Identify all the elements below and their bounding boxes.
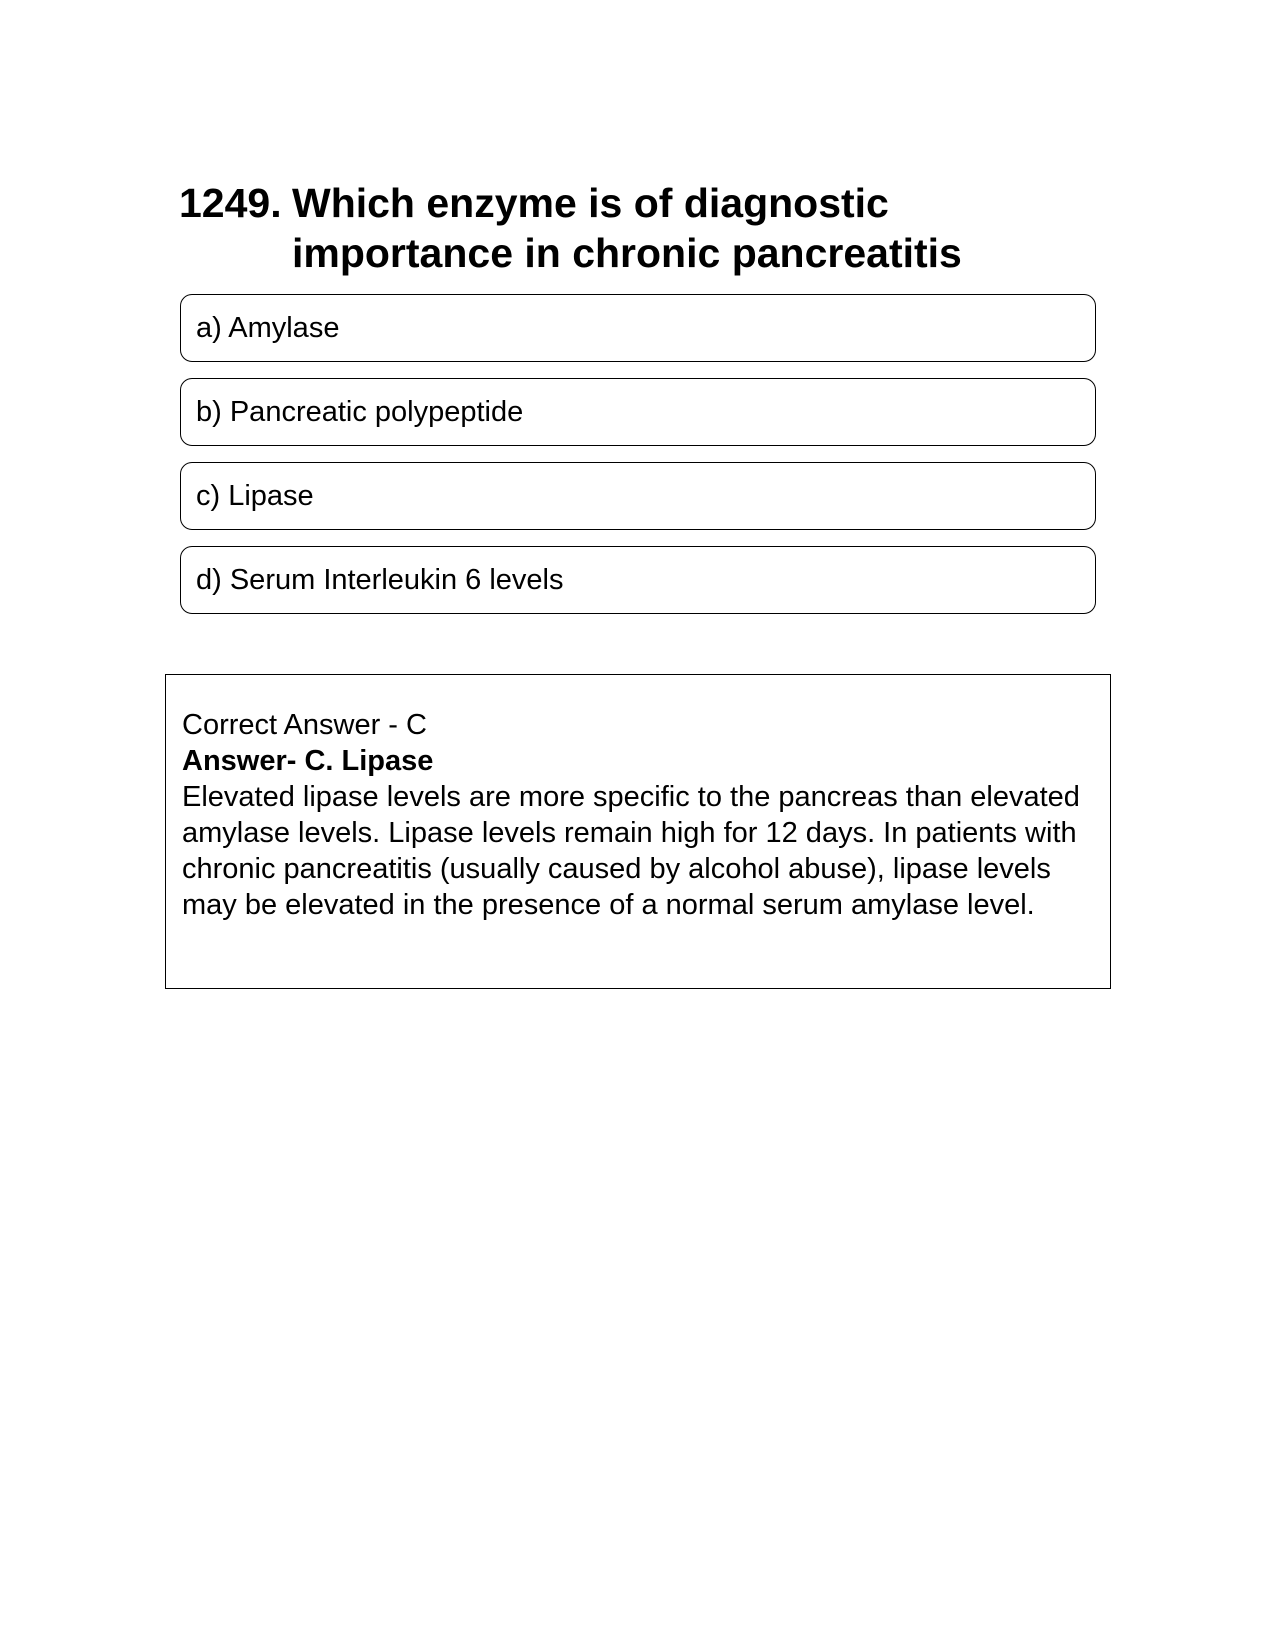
answer-box — [165, 674, 1111, 989]
option-a[interactable] — [180, 294, 1096, 362]
correct-answer: Correct Answer - C — [182, 709, 427, 741]
options-list — [180, 294, 1096, 630]
option-b-label: b) Pancreatic polypeptide — [196, 395, 524, 428]
answer-heading: Answer- C. Lipase — [182, 745, 434, 777]
option-c[interactable] — [180, 462, 1096, 530]
option-b[interactable] — [180, 378, 1096, 446]
question-text: Which enzyme is of diagnostic importance in chronic pancreatitis — [292, 180, 962, 276]
option-d[interactable] — [180, 546, 1096, 614]
option-d-label: d) Serum Interleukin 6 levels — [196, 563, 564, 596]
answer-explanation: Elevated lipase levels are more specific to the pancreas than elevated amylase levels. Lipase levels remain high for 12 days. In patients with chronic pancreatitis (usually caused by alcohol abuse), lipase levels may be elevated in the presence of a normal serum amylase level. — [182, 781, 1080, 921]
option-a-label: a) Amylase — [196, 311, 340, 344]
question-heading — [179, 178, 1079, 278]
option-c-label: c) Lipase — [196, 479, 314, 512]
question-number: 1249. — [179, 180, 282, 226]
